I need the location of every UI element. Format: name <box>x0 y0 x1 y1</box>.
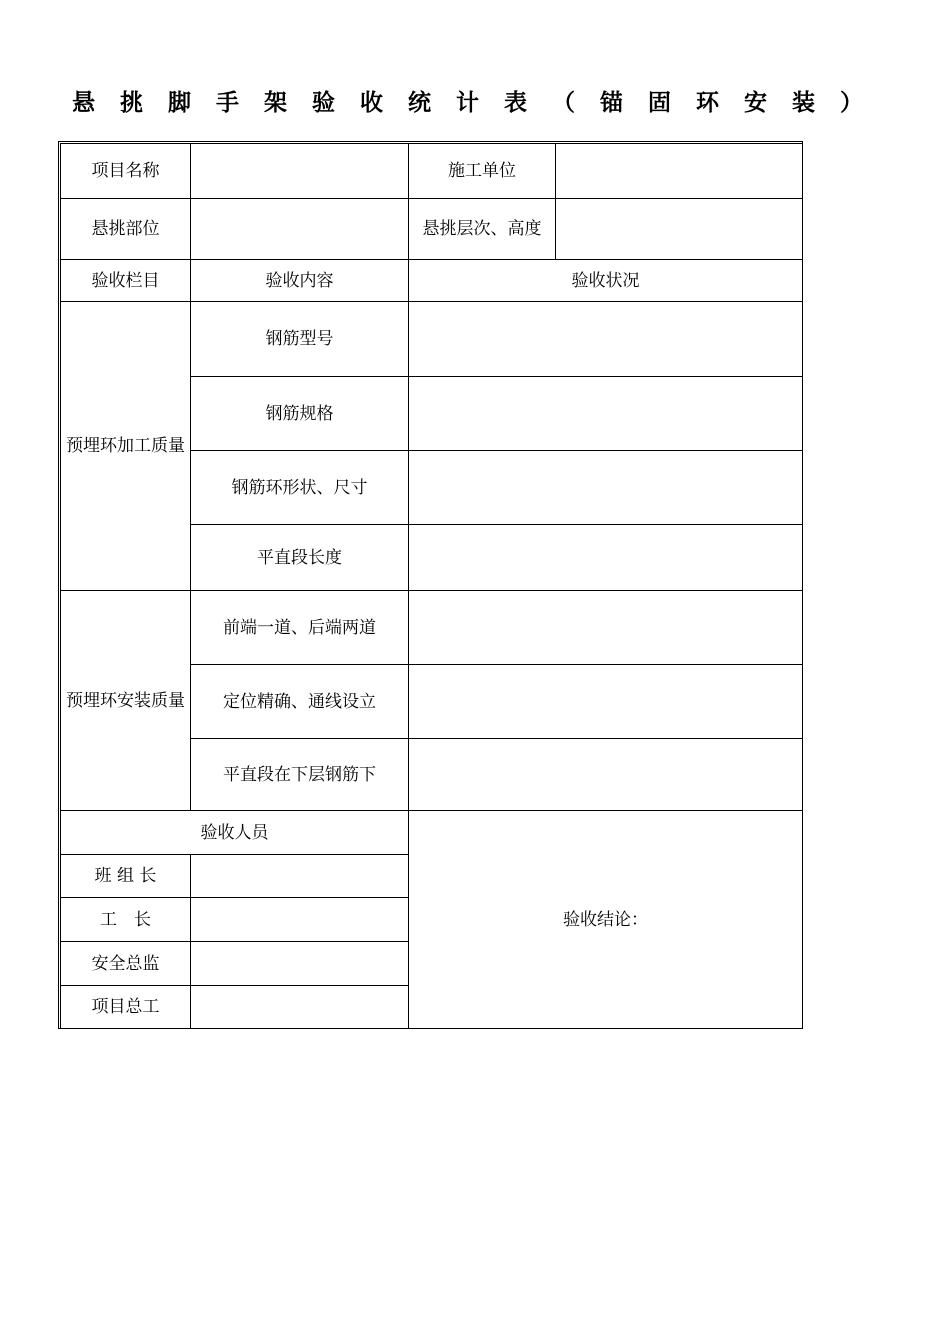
inspection-content: 平直段在下层钢筋下 <box>191 739 409 811</box>
inspection-status-field[interactable] <box>409 377 803 451</box>
role-label: 工 长 <box>61 898 191 942</box>
inspection-content: 平直段长度 <box>191 525 409 591</box>
inspection-status-field[interactable] <box>409 302 803 377</box>
header-row-project <box>61 144 803 199</box>
section-name: 预埋环加工质量 <box>61 302 191 591</box>
header-row-cantilever <box>61 199 803 260</box>
inspection-status-field[interactable] <box>409 665 803 739</box>
cantilever-part-label: 悬挑部位 <box>61 199 191 260</box>
role-signature-field[interactable] <box>191 898 409 942</box>
inspection-status-field[interactable] <box>409 451 803 525</box>
construction-unit-field[interactable] <box>556 144 803 199</box>
table-row <box>61 302 803 377</box>
column-header-content: 验收内容 <box>191 260 409 302</box>
inspection-status-field[interactable] <box>409 591 803 665</box>
project-name-label: 项目名称 <box>61 144 191 199</box>
column-header-status: 验收状况 <box>409 260 803 302</box>
inspection-content: 钢筋规格 <box>191 377 409 451</box>
project-name-field[interactable] <box>191 144 409 199</box>
conclusion-label: 验收结论： <box>563 909 648 930</box>
conclusion-field[interactable] <box>409 811 803 1029</box>
cantilever-floor-height-label: 悬挑层次、高度 <box>409 199 556 260</box>
role-label: 安全总监 <box>61 942 191 986</box>
column-header-item: 验收栏目 <box>61 260 191 302</box>
inspection-content: 定位精确、通线设立 <box>191 665 409 739</box>
inspection-status-field[interactable] <box>409 525 803 591</box>
inspection-content: 前端一道、后端两道 <box>191 591 409 665</box>
page-title: 悬挑脚手架验收统计表（锚固环安装） <box>72 90 888 116</box>
column-header-row <box>61 260 803 302</box>
inspection-form-table <box>60 143 803 1029</box>
personnel-header: 验收人员 <box>61 811 409 855</box>
role-signature-field[interactable] <box>191 986 409 1029</box>
table-row <box>61 591 803 665</box>
construction-unit-label: 施工单位 <box>409 144 556 199</box>
inspection-status-field[interactable] <box>409 739 803 811</box>
personnel-header-row <box>61 811 803 855</box>
inspection-content: 钢筋型号 <box>191 302 409 377</box>
role-label: 项目总工 <box>61 986 191 1029</box>
role-signature-field[interactable] <box>191 942 409 986</box>
role-signature-field[interactable] <box>191 855 409 898</box>
cantilever-floor-height-field[interactable] <box>556 199 803 260</box>
cantilever-part-field[interactable] <box>191 199 409 260</box>
section-name: 预埋环安装质量 <box>61 591 191 811</box>
inspection-content: 钢筋环形状、尺寸 <box>191 451 409 525</box>
role-label: 班 组 长 <box>61 855 191 898</box>
